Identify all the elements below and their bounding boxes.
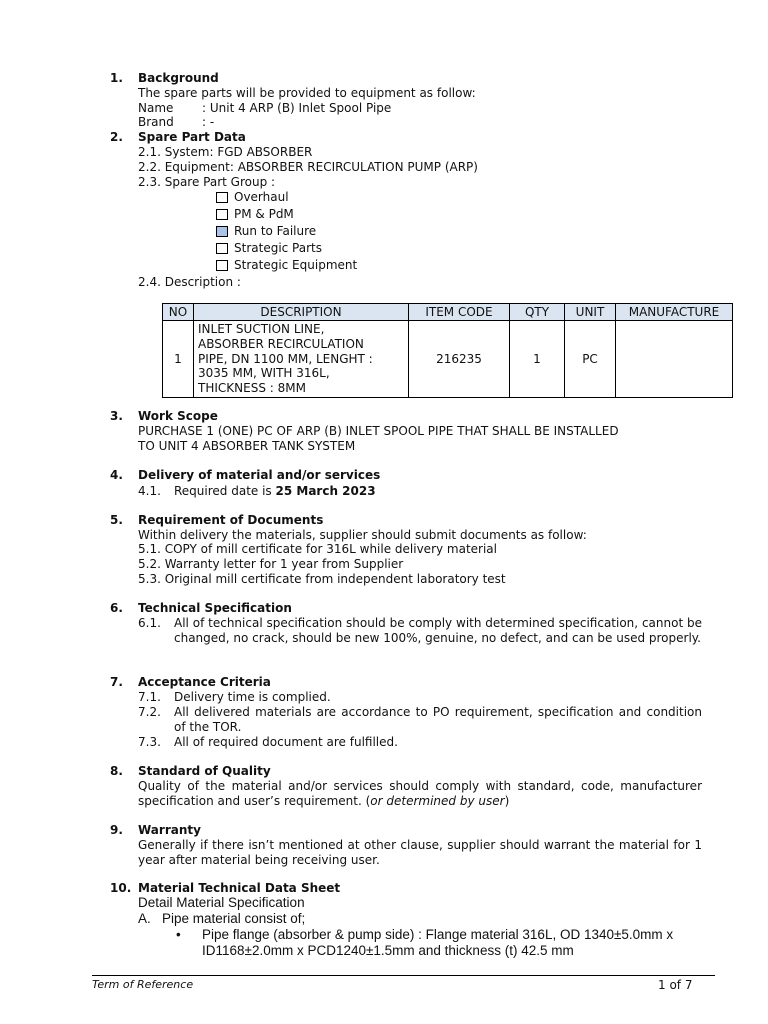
quality-text-main: Quality of the material and/or services should comply with standard, code, manufacturer specification and user’s requirement. ( [138,779,702,808]
section-heading-spare-part-data [110,130,246,145]
section-title: Background [138,71,219,85]
cell-description [194,321,409,398]
brand-line [138,115,214,130]
desc-line: ABSORBER RECIRCULATION [198,336,364,351]
section-heading-warranty [110,823,201,838]
section-heading-documents [110,513,323,528]
section-title: Material Technical Data Sheet [138,881,341,895]
option-label: PM & PdM [234,207,294,221]
name-label: Name [138,101,174,115]
checkbox[interactable] [216,260,228,271]
criteria-number: 7.2. [138,705,161,719]
footer-title: Term of Reference [92,978,194,991]
work-scope-line-2: TO UNIT 4 ABSORBER TANK SYSTEM [138,439,356,453]
documents-intro: Within delivery the materials, supplier should submit documents as follow: [138,528,587,542]
option-overhaul[interactable] [216,190,289,205]
section-title: Spare Part Data [138,130,246,144]
table-row [163,321,733,398]
section-number: 4. [110,468,123,482]
option-label: Strategic Equipment [234,258,358,272]
equipment-line: 2.2. Equipment: ABSORBER RECIRCULATION PUMP (ARP) [138,160,478,174]
option-label: Run to Failure [234,224,317,238]
option-pm-pdm[interactable] [216,207,294,222]
section-heading-background [110,71,219,86]
quality-text-italic: or determined by user [370,793,505,808]
section-title: Work Scope [138,409,218,423]
cell-qty: 1 [510,321,565,398]
col-item-code: ITEM CODE [409,304,510,321]
section-title: Technical Specification [138,601,292,615]
section-number: 3. [110,409,123,423]
brand-label: Brand [138,115,174,129]
section-heading-quality [110,764,271,779]
section-title: Acceptance Criteria [138,675,271,689]
quality-text-end: ) [504,793,510,808]
required-date: 25 March 2023 [275,484,376,498]
name-line [138,101,391,116]
item-number: 4.1. [138,484,161,498]
criteria-text: All of required document are fulfilled. [174,735,398,749]
detail-spec-heading: Detail Material Specification [138,895,305,910]
criteria-number: 7.3. [138,735,161,749]
cell-item-code: 216235 [409,321,510,398]
work-scope-line-1: PURCHASE 1 (ONE) PC OF ARP (B) INLET SPOOL PIPE THAT SHALL BE INSTALLED [138,424,619,438]
checkbox[interactable] [216,192,228,203]
section-number: 2. [110,130,123,144]
bullet-text-line-2: ID1168±2.0mm x PCD1240±1.5mm and thickness (t) 42.5 mm [202,943,574,958]
criteria-number: 7.1. [138,690,161,704]
section-title: Delivery of material and/or services [138,468,381,482]
section-number: 5. [110,513,123,527]
option-run-to-failure[interactable] [216,224,316,239]
cell-manufacture [616,321,733,398]
desc-line: 3035 MM, WITH 316L, [198,366,330,381]
col-manufacture: MANUFACTURE [616,304,733,321]
checkbox[interactable] [216,243,228,254]
name-value: : Unit 4 ARP (B) Inlet Spool Pipe [202,101,392,115]
section-number: 1. [110,71,123,85]
section-heading-data-sheet [110,881,340,896]
col-description: DESCRIPTION [194,304,409,321]
section-heading-delivery [110,468,380,483]
section-title: Requirement of Documents [138,513,324,527]
section-heading-work-scope [110,409,218,424]
bullet-icon: • [176,927,181,942]
document-item: 5.2. Warranty letter for 1 year from Supplier [138,557,404,571]
desc-line: PIPE, DN 1100 MM, LENGHT : [198,351,373,366]
spare-part-group-label: 2.3. Spare Part Group : [138,175,276,189]
bullet-text-line-1: Pipe flange (absorber & pump side) : Flange material 316L, OD 1340±5.0mm x [202,927,674,942]
section-heading-technical-spec [110,601,292,616]
spare-part-table [162,303,733,398]
section-title: Warranty [138,823,201,837]
list-letter: A. [138,911,151,926]
option-strategic-parts[interactable] [216,241,322,256]
page-number: 1 of 7 [658,978,693,992]
brand-value: : - [202,115,215,129]
cell-no: 1 [163,321,194,398]
system-line: 2.1. System: FGD ABSORBER [138,145,313,159]
item-text: Required date is [174,484,276,498]
background-intro: The spare parts will be provided to equipment as follow: [138,86,476,100]
footer-divider [92,975,715,976]
criteria-text: Delivery time is complied. [174,690,331,704]
option-strategic-equipment[interactable] [216,258,357,273]
warranty-text: Generally if there isn’t mentioned at other clause, supplier should warrant the material for 1 year after material being receiving user. [138,838,702,867]
desc-line: THICKNESS : 8MM [198,381,306,396]
col-no: NO [163,304,194,321]
section-heading-acceptance [110,675,271,690]
list-text: Pipe material consist of; [162,911,306,926]
description-label: 2.4. Description : [138,275,241,289]
spec-item-text: All of technical specification should be comply with determined specification, cannot be changed, no crack, should be new 100%, genuine, no defect, and can be used properly. [174,616,702,645]
section-number: 9. [110,823,123,837]
document-item: 5.3. Original mill certificate from independent laboratory test [138,572,506,586]
table-header-row [163,304,733,321]
section-number: 6. [110,601,123,615]
quality-text [138,779,702,809]
section-number: 7. [110,675,123,689]
col-unit: UNIT [565,304,616,321]
checkbox[interactable] [216,209,228,220]
col-qty: QTY [510,304,565,321]
option-label: Overhaul [234,190,289,204]
criteria-text: All delivered materials are accordance to PO requirement, specification and condition of the TOR. [174,705,702,734]
desc-line: INLET SUCTION LINE, [198,322,325,336]
spec-item-number: 6.1. [138,616,161,630]
cell-unit: PC [565,321,616,398]
section-number: 10. [110,881,132,895]
option-label: Strategic Parts [234,241,323,255]
delivery-item [138,484,376,499]
document-item: 5.1. COPY of mill certificate for 316L while delivery material [138,542,497,556]
section-number: 8. [110,764,123,778]
pipe-material-line [138,912,305,927]
checkbox-checked[interactable] [216,226,228,237]
section-title: Standard of Quality [138,764,271,778]
